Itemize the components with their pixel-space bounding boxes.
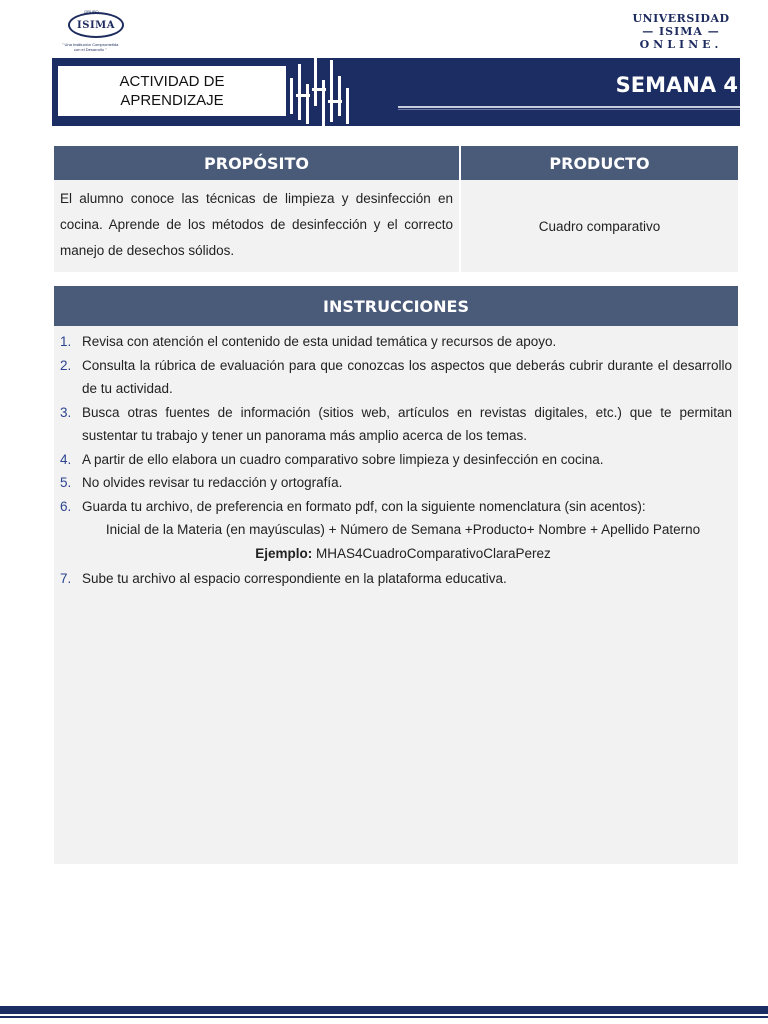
- list-item: [60, 471, 732, 495]
- instructions-list: [60, 330, 732, 591]
- isima-logo: [60, 8, 140, 54]
- footer-line: [0, 1016, 768, 1018]
- list-text: Consulta la rúbrica de evaluación para que conozcas los aspectos que deberás cubrir durante el desarrollo de tu actividad.: [82, 357, 732, 396]
- instructions-section: [54, 286, 738, 864]
- list-number: 5.: [60, 475, 72, 490]
- logo-right-line1: UNIVERSIDAD: [632, 12, 730, 25]
- list-text: Busca otras fuentes de información (sitios web, artículos en revistas digitales, etc.) que te permitan sustentar tu trabajo y tener un panorama más amplio acerca de los temas.: [82, 404, 732, 443]
- instructions-header: INSTRUCCIONES: [54, 286, 738, 326]
- list-item: [60, 330, 732, 354]
- activity-title-line1: ACTIVIDAD DE: [119, 73, 225, 90]
- list-number: 4.: [60, 451, 72, 467]
- purpose-header: PROPÓSITO: [54, 146, 459, 180]
- logo-slogan-line1: " Una Institución Comprometida: [62, 42, 119, 47]
- logo-name: ISIMA: [77, 19, 115, 31]
- list-number: 6.: [60, 498, 72, 514]
- list-number: 1.: [60, 334, 72, 349]
- list-item: [60, 354, 732, 401]
- list-text: A partir de ello elabora un cuadro comparativo sobre limpieza y desinfección en cocina.: [82, 451, 604, 467]
- product-header: PRODUCTO: [461, 146, 738, 180]
- filename-format-line: Inicial de la Materia (en mayúsculas) + Número de Semana +Producto+ Nombre + Apellido Paterno: [105, 522, 701, 537]
- logo-slogan-line2: con el Desarrollo ": [74, 47, 107, 52]
- product-value: Cuadro comparativo: [538, 218, 661, 234]
- logo-oval: [68, 12, 124, 38]
- list-item: [60, 401, 732, 448]
- example-label: Ejemplo:: [255, 545, 313, 561]
- activity-title-box: [58, 66, 286, 116]
- example-value: MHAS4CuadroComparativoClaraPerez: [312, 545, 551, 561]
- list-item: [60, 567, 732, 591]
- footer-bar: [0, 1006, 768, 1014]
- list-text: Sube tu archivo al espacio correspondiente en la plataforma educativa.: [82, 571, 507, 586]
- logo-grupo-text: GRUPO: [84, 9, 99, 14]
- filename-example-line: [60, 542, 732, 566]
- list-text: Revisa con atención el contenido de esta unidad temática y recursos de apoyo.: [82, 334, 557, 349]
- list-number: 2.: [60, 357, 72, 373]
- banner-decorative-bars: [288, 58, 358, 126]
- banner-divider-line-2: [398, 109, 740, 110]
- list-number: 7.: [60, 571, 72, 586]
- purpose-cell: El alumno conoce las técnicas de limpieza y desinfección en cocina. Aprende de los métodos de desinfección y el correcto manejo de desechos sólidos.: [54, 180, 459, 272]
- week-label: SEMANA 4: [615, 73, 738, 97]
- logo-right-line3: ONLINE.: [639, 38, 723, 51]
- list-item: [60, 495, 732, 519]
- product-cell: [461, 180, 738, 272]
- list-text: Guarda tu archivo, de preferencia en formato pdf, con la siguiente nomenclatura (sin acentos):: [82, 498, 646, 514]
- list-item: [60, 448, 732, 472]
- purpose-product-table: [54, 146, 738, 272]
- list-text: No olvides revisar tu redacción y ortografía.: [82, 475, 343, 490]
- universidad-isima-online-logo: [628, 12, 734, 54]
- list-number: 3.: [60, 404, 72, 420]
- logo-right-line2: — ISIMA —: [642, 25, 720, 38]
- activity-title-line2: APRENDIZAJE: [120, 92, 224, 109]
- banner-divider-line: [398, 106, 740, 108]
